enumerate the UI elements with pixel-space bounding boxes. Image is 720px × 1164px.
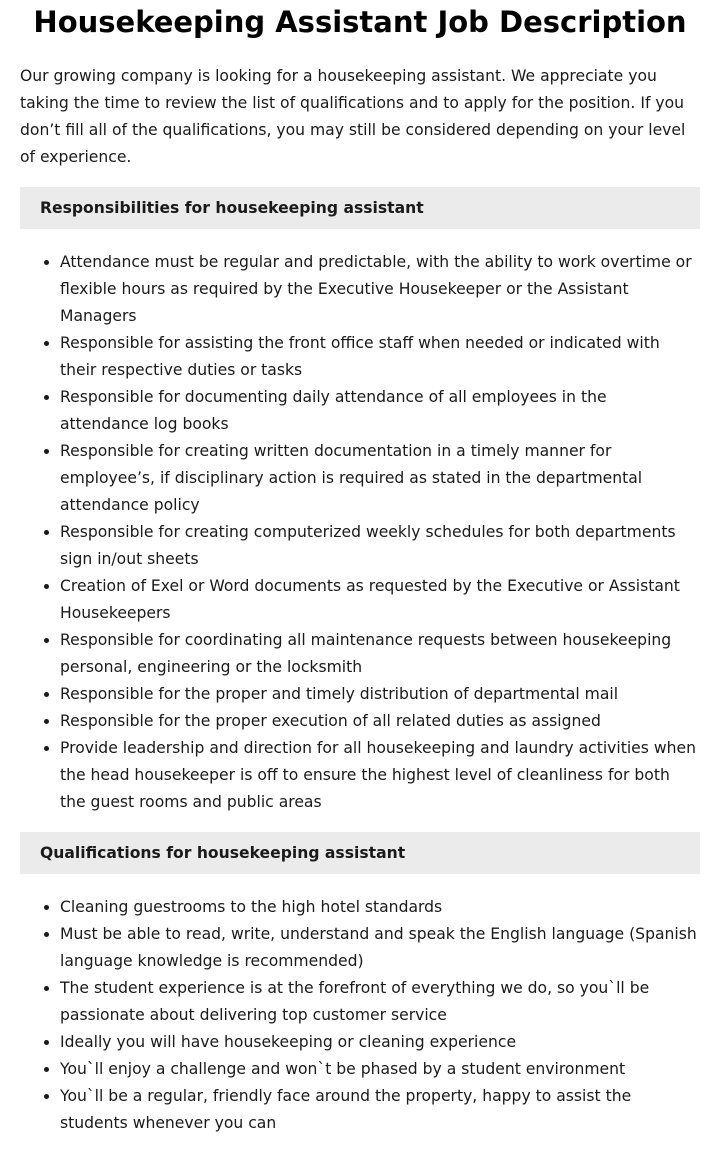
intro-paragraph: Our growing company is looking for a housekeeping assistant. We appreciate you taking the time to review the list of qualifications and to apply for the position. If you don’t fill all of the qualifications, you may still be considered depending on your level of experience. <box>20 67 686 166</box>
list-item: • Responsible for the proper execution of all related duties as assigned <box>60 708 700 735</box>
list-item: • Responsible for assisting the front office staff when needed or indicated with their respective duties or tasks <box>60 330 700 384</box>
qualifications-list <box>20 894 700 1137</box>
list-item: • You`ll enjoy a challenge and won`t be phased by a student environment <box>60 1056 700 1083</box>
qualifications-heading: Qualifications for housekeeping assistant <box>20 832 700 874</box>
list-item: • Provide leadership and direction for all housekeeping and laundry activities when the head housekeeper is off to ensure the highest level of cleanliness for both the guest rooms and public areas <box>60 735 700 816</box>
list-item: • The student experience is at the forefront of everything we do, so you`ll be passionate about delivering top customer service <box>60 975 700 1029</box>
responsibilities-list <box>20 249 700 816</box>
list-item: • Responsible for creating written documentation in a timely manner for employee’s, if disciplinary action is required as stated in the departmental attendance policy <box>60 438 700 519</box>
list-item: • Attendance must be regular and predictable, with the ability to work overtime or flexible hours as required by the Executive Housekeeper or the Assistant Managers <box>60 249 700 330</box>
list-item: • Ideally you will have housekeeping or cleaning experience <box>60 1029 700 1056</box>
list-item: • Cleaning guestrooms to the high hotel standards <box>60 894 700 921</box>
list-item: • Creation of Exel or Word documents as requested by the Executive or Assistant Housekeepers <box>60 573 700 627</box>
list-item: • You`ll be a regular, friendly face around the property, happy to assist the students whenever you can <box>60 1083 700 1137</box>
list-item: • Must be able to read, write, understand and speak the English language (Spanish language knowledge is recommended) <box>60 921 700 975</box>
list-item: • Responsible for the proper and timely distribution of departmental mail <box>60 681 700 708</box>
list-item: • Responsible for documenting daily attendance of all employees in the attendance log books <box>60 384 700 438</box>
page-title: Housekeeping Assistant Job Description <box>33 5 687 39</box>
responsibilities-heading: Responsibilities for housekeeping assistant <box>20 187 700 229</box>
list-item: • Responsible for creating computerized weekly schedules for both departments sign in/out sheets <box>60 519 700 573</box>
list-item: • Responsible for coordinating all maintenance requests between housekeeping personal, engineering or the locksmith <box>60 627 700 681</box>
